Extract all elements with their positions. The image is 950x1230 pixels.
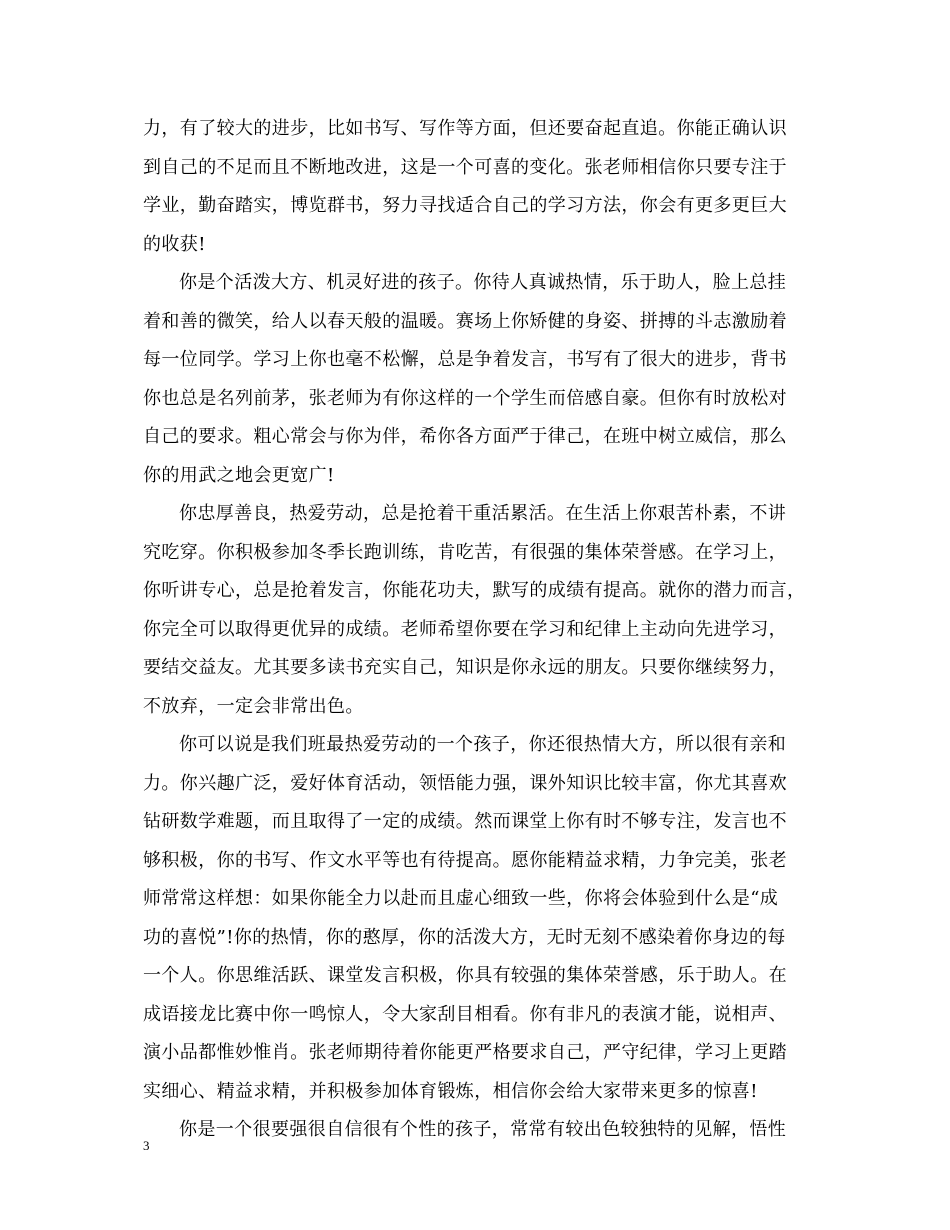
text-line: 功的喜悦”!你的热情，你的憨厚，你的活泼大方，无时无刻不感染着你身边的每 [143, 926, 786, 948]
text-line: 钻研数学难题，而且取得了一定的成绩。然而课堂上你有时不够专注，发言也不 [143, 811, 787, 832]
body-text [143, 110, 823, 1150]
text-line: 力，有了较大的进步，比如书写、写作等方面，但还要奋起直追。你能正确认识 [143, 118, 787, 139]
text-line: 学业，勤奋踏实，博览群书，努力寻找适合自己的学习方法，你会有更多更巨大 [143, 195, 787, 216]
paragraph [143, 110, 823, 264]
text-line: 实细心、精益求精，并积极参加体育锻炼，相信你会给大家带来更多的惊喜! [143, 1080, 758, 1102]
text-line: 你完全可以取得更优异的成绩。老师希望你要在学习和纪律上主动向先进学习， [143, 618, 787, 640]
text-line: 要结交益友。尤其要多读书充实自己，知识是你永远的朋友。只要你继续努力， [143, 657, 787, 678]
paragraph [143, 726, 823, 1111]
paragraph [143, 1111, 823, 1150]
text-line: 你可以说是我们班最热爱劳动的一个孩子，你还很热情大方，所以很有亲和 [179, 734, 787, 755]
text-line: 你是一个很要强很自信很有个性的孩子，常常有较出色较独特的见解，悟性 [179, 1119, 787, 1140]
text-line: 你听讲专心，总是抢着发言，你能花功夫，默写的成绩有提高。就你的潜力而言， [143, 580, 806, 601]
text-line: 你是个活泼大方、机灵好进的孩子。你待人真诚热情，乐于助人，脸上总挂 [179, 272, 787, 293]
paragraph [143, 264, 823, 495]
page-number: 3 [143, 1138, 150, 1153]
text-line: 师常常这样想：如果你能全力以赴而且虚心细致一些，你将会体验到什么是“成 [143, 888, 779, 909]
text-line: 每一位同学。学习上你也毫不松懈，总是争着发言，书写有了很大的进步，背书 [143, 349, 787, 370]
text-line: 力。你兴趣广泛，爱好体育活动，领悟能力强，课外知识比较丰富，你尤其喜欢 [143, 772, 787, 794]
text-line: 演小品都惟妙惟肖。张老师期待着你能更严格要求自己，严守纪律，学习上更踏 [143, 1042, 787, 1063]
text-line: 成语接龙比赛中你一鸣惊人，令大家刮目相看。你有非凡的表演才能，说相声、 [143, 1003, 787, 1025]
text-line: 不放弃，一定会非常出色。 [143, 695, 364, 717]
text-line: 的收获! [143, 233, 206, 255]
text-line: 你也总是名列前茅，张老师为有你这样的一个学生而倍感自豪。但你有时放松对 [143, 387, 787, 409]
text-line: 你的用武之地会更宽广! [143, 464, 335, 486]
paragraph [143, 495, 823, 726]
text-line: 着和善的微笑，给人以春天般的温暖。赛场上你矫健的身姿、拼搏的斗志激励着 [143, 310, 787, 332]
text-line: 一个人。你思维活跃、课堂发言积极，你具有较强的集体荣誉感，乐于助人。在 [143, 965, 787, 986]
text-line: 你忠厚善良，热爱劳动，总是抢着干重活累活。在生活上你艰苦朴素，不讲 [179, 503, 787, 524]
text-line: 够积极，你的书写、作文水平等也有待提高。愿你能精益求精，力争完美，张老 [143, 849, 787, 871]
text-line: 究吃穿。你积极参加冬季长跑训练，肯吃苦，有很强的集体荣誉感。在学习上， [143, 541, 787, 563]
text-line: 到自己的不足而且不断地改进，这是一个可喜的变化。张老师相信你只要专注于 [143, 156, 787, 178]
text-line: 自己的要求。粗心常会与你为伴，希你各方面严于律己，在班中树立威信，那么 [143, 426, 787, 447]
